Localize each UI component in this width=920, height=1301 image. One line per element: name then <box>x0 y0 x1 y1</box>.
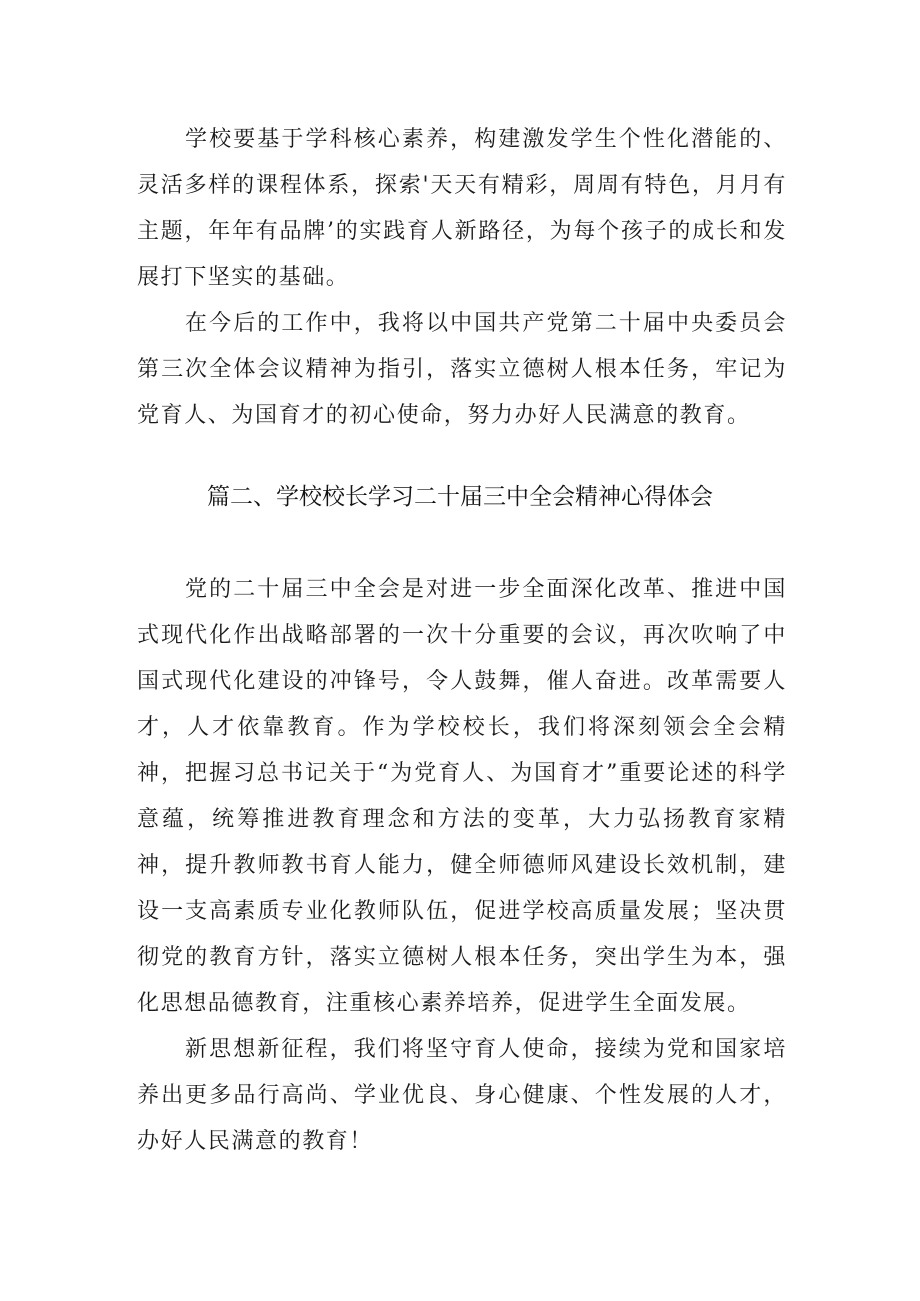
paragraph-conclusion: 新思想新征程，我们将坚守育人使命，接续为党和国家培养出更多品行高尚、学业优良、身心健康、个性发展的人才，办好人民满意的教育！ <box>137 1037 787 1154</box>
paragraph-plenary-session: 党的二十届三中全会是对进一步全面深化改革、推进中国式现代化作出战略部署的一次十分重要的会议，再次吹响了中国式现代化建设的冲锋号，令人鼓舞，催人奋进。改革需要人才，人才依靠教育。作为学校校长，我们将深刻领会全会精神，把握习总书记关于“为党育人、为国育才”重要论述的科学意蕴，统筹推进教育理念和方法的变革，大力弘扬教育家精神，提升教师教书育人能力，健全师德师风建设长效机制，建设一支高素质专业化教师队伍，促进学校高质量发展；坚决贯彻党的教育方针，落实立德树人根本任务，突出学生为本，强化思想品德教育，注重核心素养培养，促进学生全面发展。 <box>137 577 787 1016</box>
section-heading: 篇二、学校校长学习二十届三中全会精神心得体会 <box>207 484 713 510</box>
paragraph-curriculum: 学校要基于学科核心素养，构建激发学生个性化潜能的、灵活多样的课程体系，探索'天天有精彩，周周有特色，月月有主题，年年有品牌’的实践育人新路径，为每个孩子的成长和发展打下坚实的基础。 <box>137 127 787 290</box>
top-section <box>137 117 787 439</box>
paragraph-future-work: 在今后的工作中，我将以中国共产党第二十届中央委员会第三次全体会议精神为指引，落实立德树人根本任务，牢记为党育人、为国育才的初心使命，努力办好人民满意的教育。 <box>137 311 787 428</box>
bottom-section <box>137 567 787 1165</box>
